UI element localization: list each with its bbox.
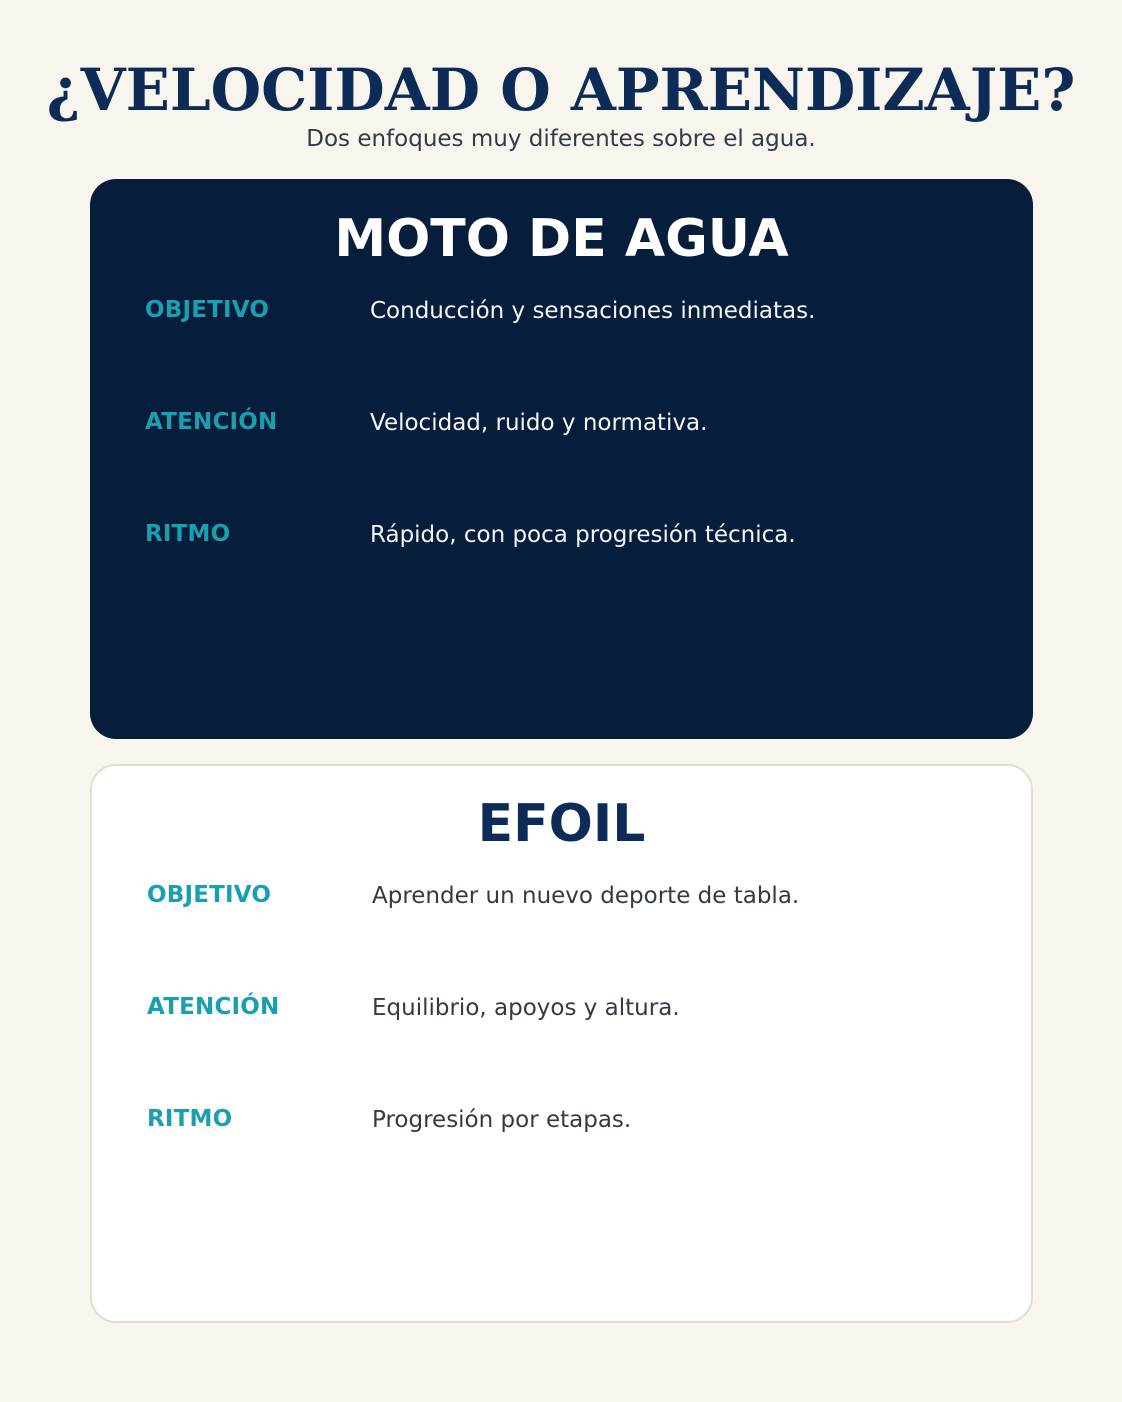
row-value: Equilibrio, apoyos y altura. <box>372 995 680 1021</box>
card-title: MOTO DE AGUA <box>334 209 789 269</box>
row-label: RITMO <box>145 521 231 547</box>
row-value: Conducción y sensaciones inmediatas. <box>370 298 816 324</box>
row-objetivo <box>145 295 1005 329</box>
card-title: EFOIL <box>477 794 646 854</box>
row-ritmo <box>147 1104 1007 1138</box>
row-label: ATENCIÓN <box>145 409 278 435</box>
row-value: Progresión por etapas. <box>372 1107 632 1133</box>
row-atencion <box>147 992 1007 1026</box>
row-atencion <box>145 407 1005 441</box>
row-label: RITMO <box>147 1106 233 1132</box>
row-label: OBJETIVO <box>145 297 270 323</box>
row-value: Rápido, con poca progresión técnica. <box>370 522 796 548</box>
row-objetivo <box>147 880 1007 914</box>
card-moto-de-agua <box>90 179 1033 739</box>
row-ritmo <box>145 519 1005 553</box>
row-label: OBJETIVO <box>147 882 272 908</box>
page-title: ¿VELOCIDAD O APRENDIZAJE? <box>46 56 1076 124</box>
card-efoil <box>90 764 1033 1323</box>
page-subtitle: Dos enfoques muy diferentes sobre el agua. <box>306 126 816 152</box>
row-label: ATENCIÓN <box>147 994 280 1020</box>
row-value: Velocidad, ruido y normativa. <box>370 410 708 436</box>
row-value: Aprender un nuevo deporte de tabla. <box>372 883 800 909</box>
